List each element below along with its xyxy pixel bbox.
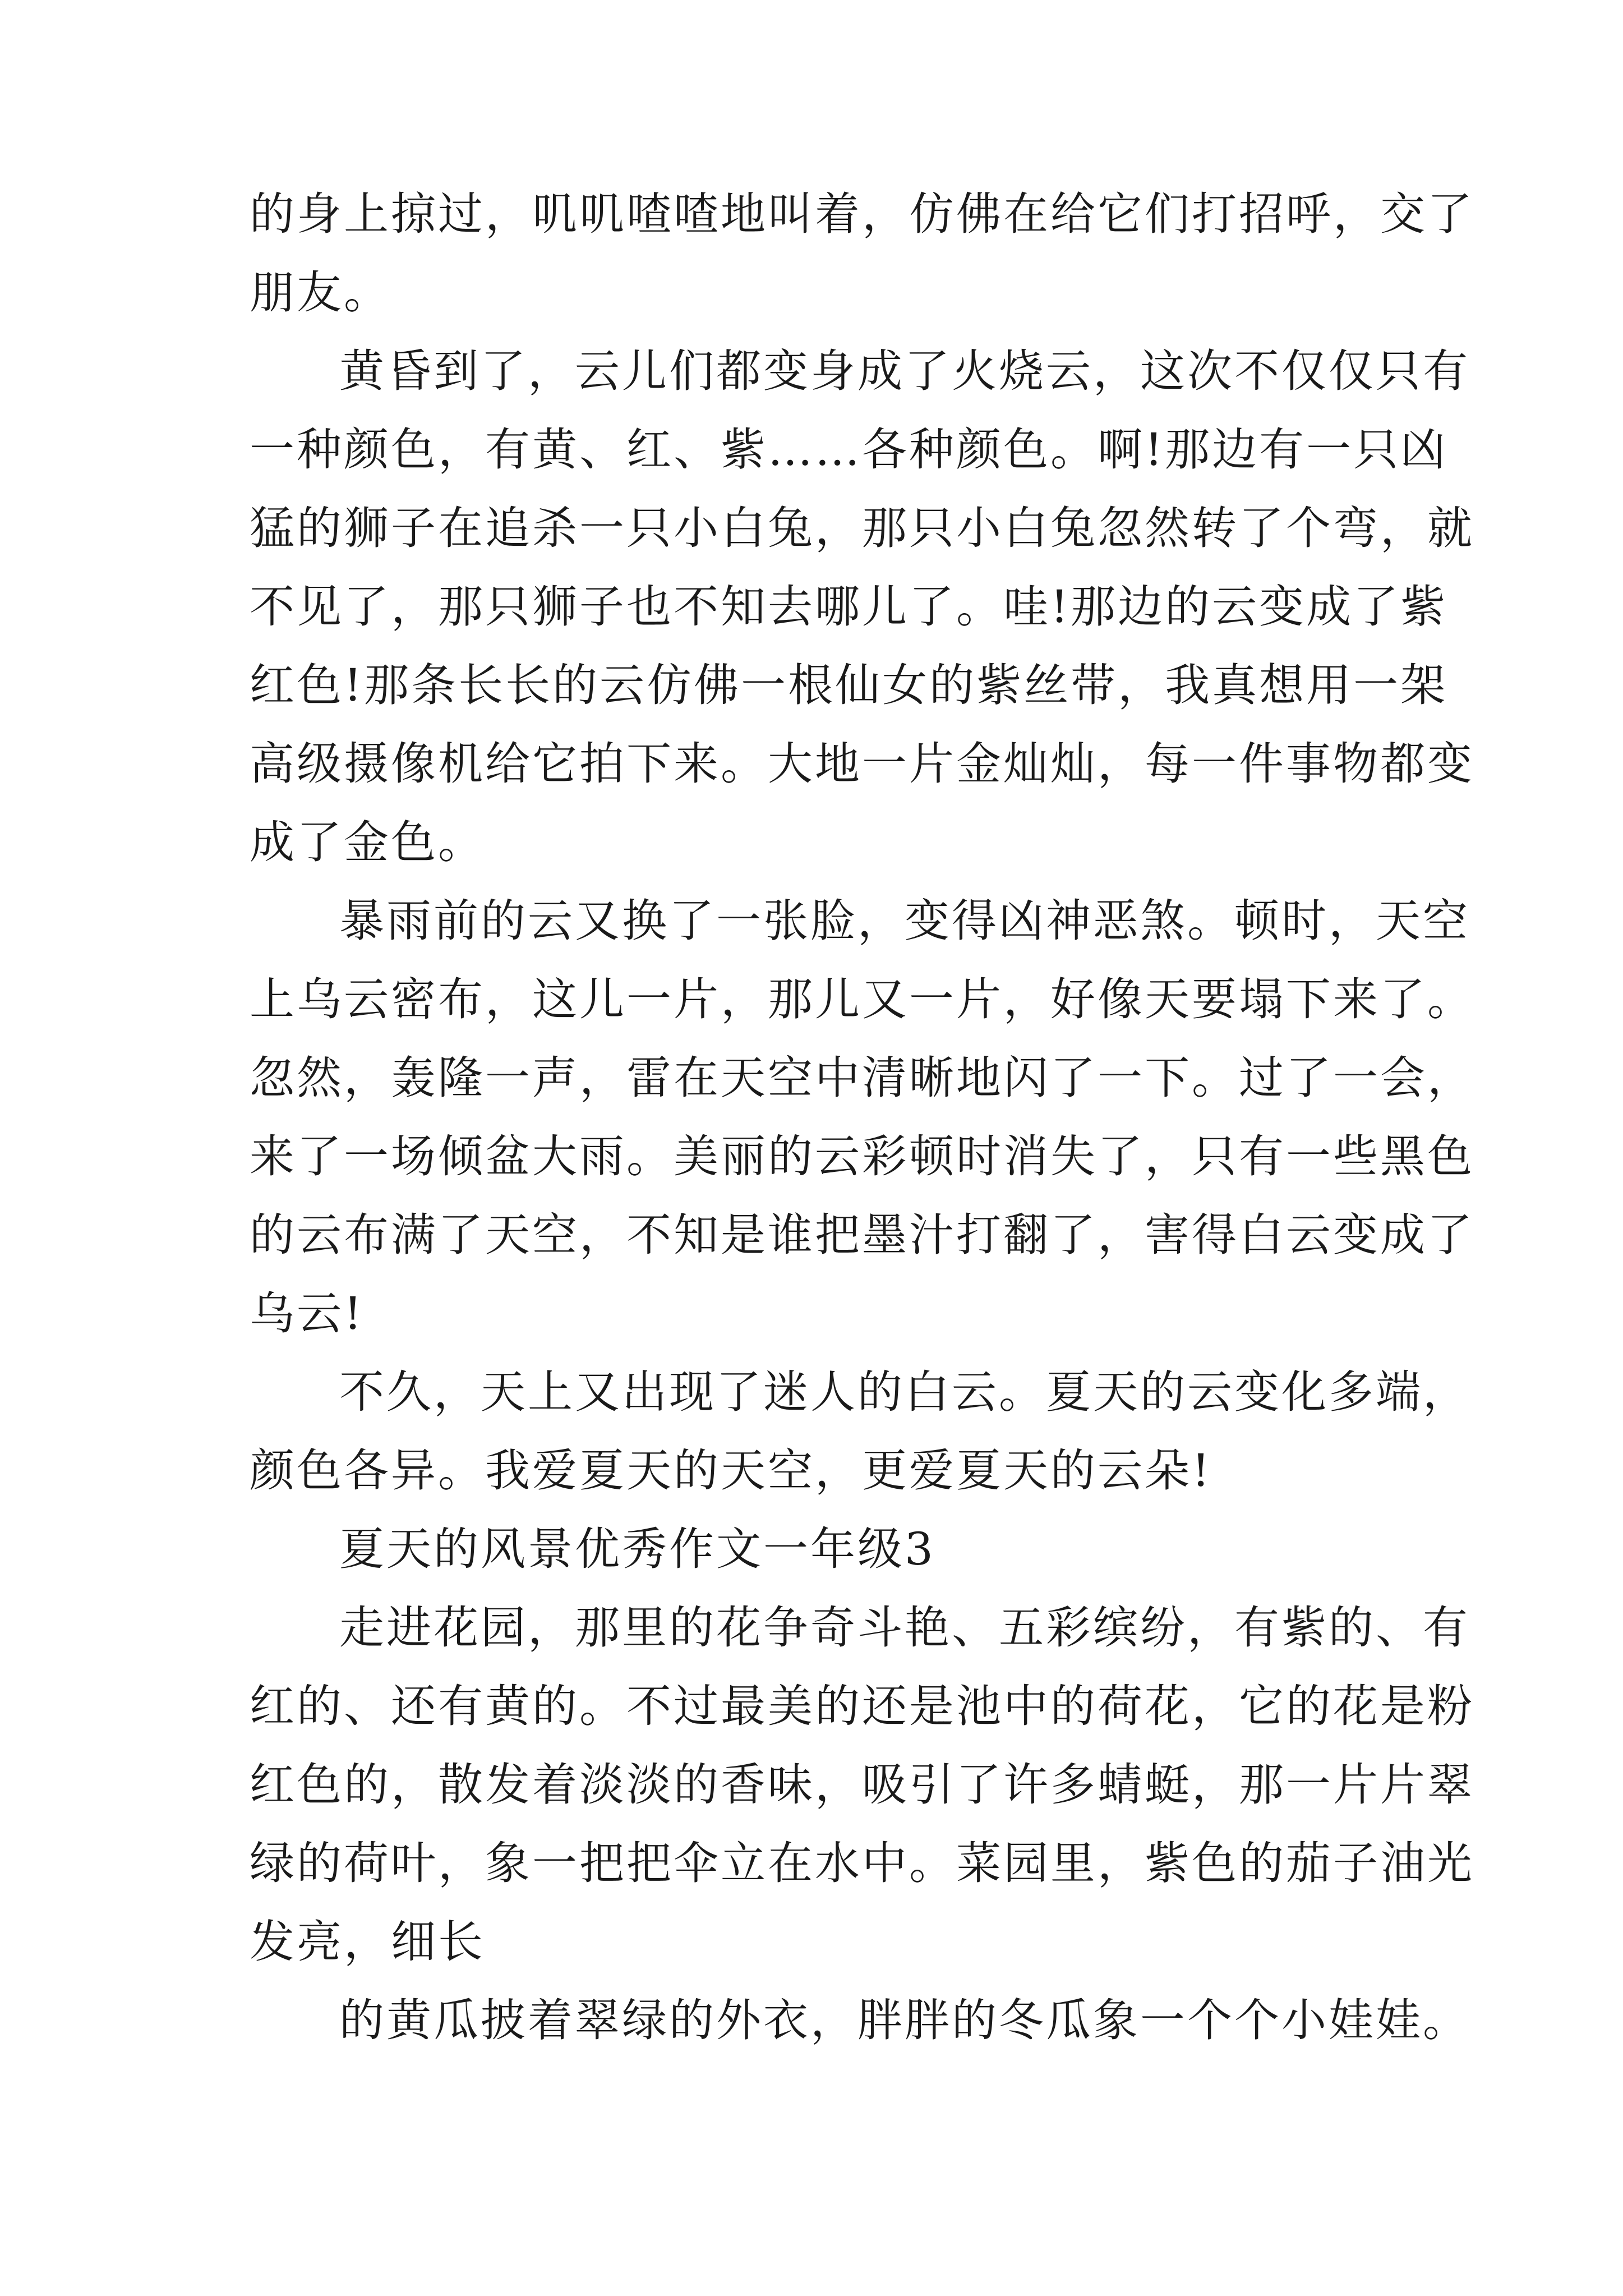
text-line: 暴雨前的云又换了一张脸，变得凶神恶煞。顿时，天空 <box>339 895 1470 947</box>
text-line: 朋友。 <box>250 266 391 319</box>
text-line: 绿的荷叶，象一把把伞立在水中。菜园里，紫色的茄子油光 <box>250 1837 1474 1889</box>
text-line: 高级摄像机给它拍下来。大地一片金灿灿，每一件事物都变 <box>250 738 1474 790</box>
text-line: 红的、还有黄的。不过最美的还是池中的荷花，它的花是粉 <box>250 1680 1474 1732</box>
text-line: 红色的，散发着淡淡的香味，吸引了许多蜻蜓，那一片片翠 <box>250 1759 1474 1811</box>
text-line: 不见了，那只狮子也不知去哪儿了。哇!那边的云变成了紫 <box>250 581 1448 633</box>
text-line: 不久，天上又出现了迷人的白云。夏天的云变化多端， <box>339 1366 1470 1418</box>
text-line: 的黄瓜披着翠绿的外衣，胖胖的冬瓜象一个个小娃娃。 <box>339 1994 1470 2046</box>
text-line: 黄昏到了，云儿们都变身成了火烧云，这次不仅仅只有 <box>339 345 1470 397</box>
text-line: 乌云! <box>250 1287 365 1340</box>
text-line: 上乌云密布，这儿一片，那儿又一片，好像天要塌下来了。 <box>250 973 1474 1025</box>
text-line: 猛的狮子在追杀一只小白兔，那只小白兔忽然转了个弯，就 <box>250 502 1474 554</box>
text-line: 的身上掠过，叽叽喳喳地叫着，仿佛在给它们打招呼，交了 <box>250 188 1474 240</box>
text-line: 一种颜色，有黄、红、紫……各种颜色。啊!那边有一只凶 <box>250 424 1448 476</box>
text-line: 忽然，轰隆一声，雷在天空中清晰地闪了一下。过了一会， <box>250 1052 1474 1104</box>
text-line: 夏天的风景优秀作文一年级3 <box>339 1523 935 1575</box>
text-line: 红色!那条长长的云仿佛一根仙女的紫丝带，我真想用一架 <box>250 659 1448 711</box>
text-line: 来了一场倾盆大雨。美丽的云彩顿时消失了，只有一些黑色 <box>250 1130 1474 1182</box>
text-line: 发亮，细长 <box>250 1916 485 1968</box>
document-body <box>250 175 1474 2060</box>
text-line: 颜色各异。我爱夏天的天空，更爱夏天的云朵! <box>250 1444 1212 1497</box>
text-line: 的云布满了天空，不知是谁把墨汁打翻了，害得白云变成了 <box>250 1209 1474 1261</box>
text-line: 走进花园，那里的花争奇斗艳、五彩缤纷，有紫的、有 <box>339 1602 1470 1654</box>
text-line: 成了金色。 <box>250 816 485 868</box>
